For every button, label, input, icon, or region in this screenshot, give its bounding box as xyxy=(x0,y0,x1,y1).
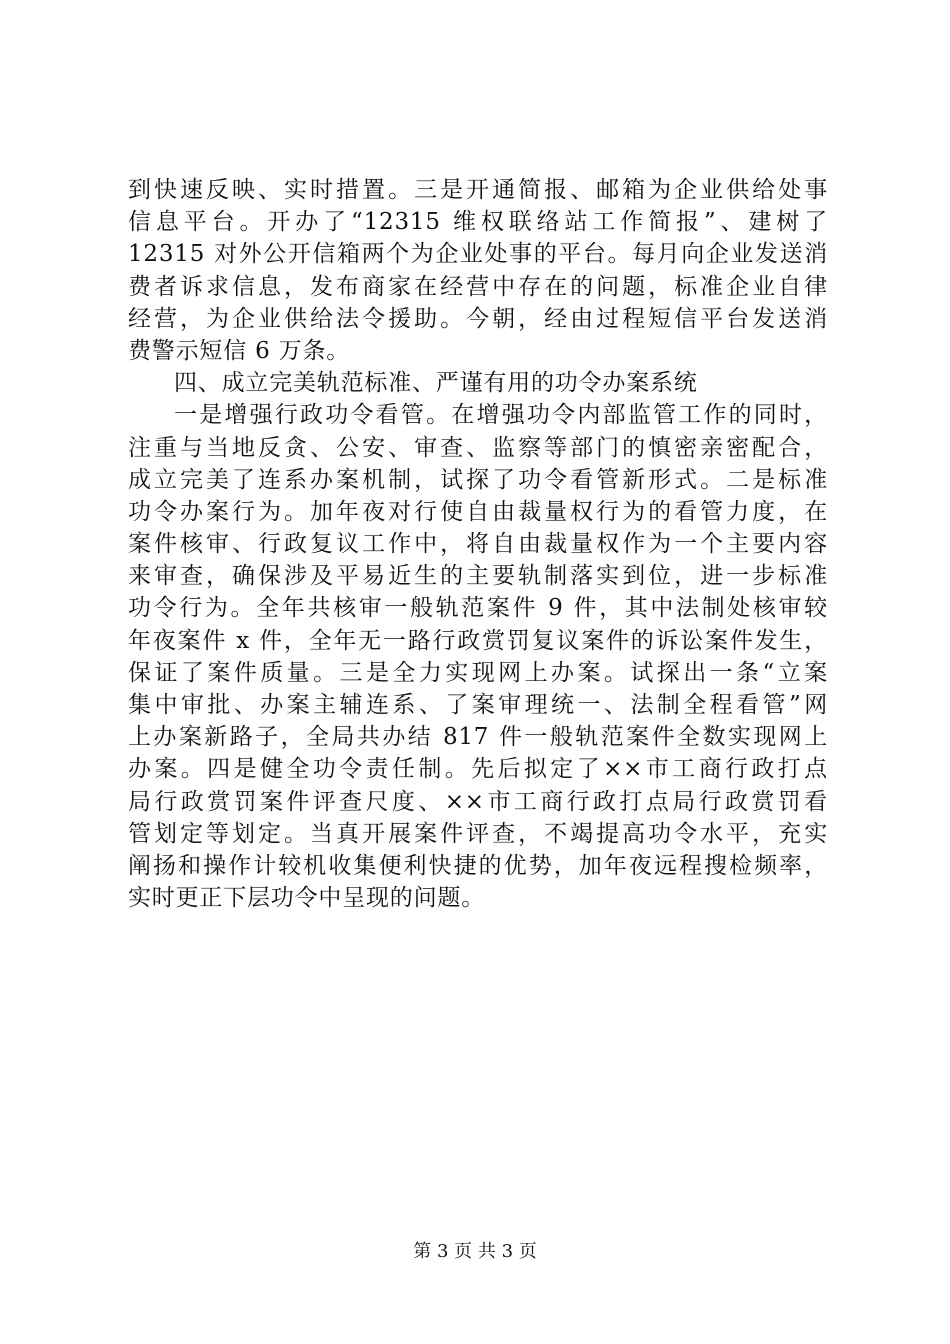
section-heading: 四、成立完美轨范标准、严谨有用的功令办案系统 xyxy=(174,370,698,397)
text-line: 集中审批、办案主辅连系、了案审理统一、法制全程看管”网 xyxy=(128,692,828,718)
text-line: 局行政赏罚案件评查尺度、××市工商行政打点局行政赏罚看 xyxy=(128,788,828,815)
text-line: 功令办案行为。加年夜对行使自由裁量权行为的看管力度，在 xyxy=(128,498,828,525)
text-line: 经营，为企业供给法令援助。今朝，经由过程短信平台发送消 xyxy=(128,305,828,332)
text-line: 费警示短信 6 万条。 xyxy=(128,337,351,364)
text-line: 来审查，确保涉及平易近生的主要轨制落实到位，进一步标准 xyxy=(128,563,828,590)
text-line: 阐扬和操作计较机收集便利快捷的优势，加年夜远程搜检频率， xyxy=(128,852,828,879)
text-line: 案件核审、行政复议工作中，将自由裁量权作为一个主要内容 xyxy=(128,531,828,558)
text-line: 年夜案件 x 件，全年无一路行政赏罚复议案件的诉讼案件发生， xyxy=(128,627,828,654)
text-line: 保证了案件质量。三是全力实现网上办案。试探出一条“立案 xyxy=(128,659,828,686)
text-line: 上办案新路子，全局共办结 817 件一般轨范案件全数实现网上 xyxy=(128,724,828,751)
text-line: 实时更正下层功令中呈现的问题。 xyxy=(128,885,485,912)
text-line: 功令行为。全年共核审一般轨范案件 9 件，其中法制处核审较 xyxy=(128,595,828,622)
text-line: 管划定等划定。当真开展案件评查，不竭提高功令水平，充实 xyxy=(128,820,828,847)
text-line: 注重与当地反贪、公安、审查、监察等部门的慎密亲密配合， xyxy=(128,434,828,461)
document-body xyxy=(128,174,828,914)
page-number-footer: 第 3 页 共 3 页 xyxy=(413,1241,537,1262)
text-line: 到快速反映、实时措置。三是开通简报、邮箱为企业供给处事 xyxy=(128,177,828,203)
text-line: 信息平台。开办了“12315 维权联络站工作简报”、建树了 xyxy=(128,209,828,236)
text-line: 费者诉求信息，发布商家在经营中存在的问题，标准企业自律 xyxy=(128,273,828,300)
text-line: 办案。四是健全功令责任制。先后拟定了××市工商行政打点 xyxy=(128,756,828,783)
text-line: 成立完美了连系办案机制，试探了功令看管新形式。二是标准 xyxy=(128,466,828,493)
text-line: 12315 对外公开信箱两个为企业处事的平台。每月向企业发送消 xyxy=(128,241,828,268)
text-line: 一是增强行政功令看管。在增强功令内部监管工作的同时， xyxy=(174,402,828,429)
